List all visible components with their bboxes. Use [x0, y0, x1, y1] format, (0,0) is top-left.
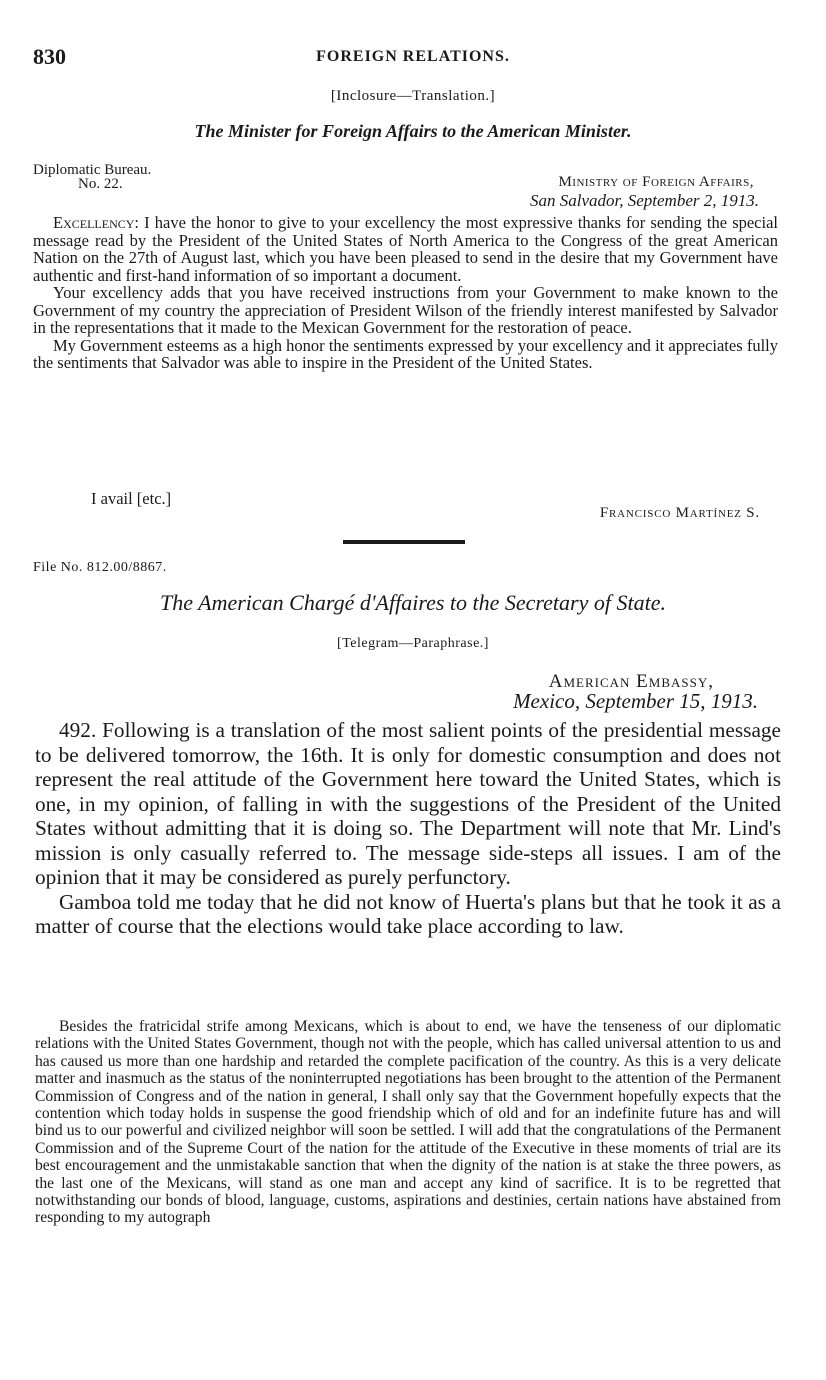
page-number: 830 — [33, 44, 66, 69]
letter2-paragraph: Gamboa told me today that he did not know of Huerta's plans but that he took it as a matter of course that the elections would take place according to law. — [35, 889, 781, 938]
inclosure-note: [Inclosure—Translation.] — [330, 88, 496, 104]
letter1-paragraph: Your excellency adds that you have received instructions from your Government to make known to the Government of my country the appreciation of President Wilson of the friendly interest manifested by Salvador in the representations that it made to the Mexican Government for the restoration of peace. — [33, 283, 778, 337]
letter2-place-date: Mexico, September 15, 1913. — [513, 689, 758, 713]
letter1-paragraph: My Government esteems as a high honor the sentiments expressed by your excellency and it appreciates fully the sentiments that Salvador was able to inspire in the President of the United States. — [33, 335, 778, 372]
section-divider — [343, 540, 465, 544]
quoted-paragraph: Besides the fratricidal strife among Mexicans, which is about to end, we have the tenseness of our diplomatic relations with the United States Government, though not with the people, which has called universal attention to us and has caused us more than one hardship and retarded the complete pacification of the country. As this is a very delicate matter and inasmuch as the status of the noninterrupted negotiations has been brought to the attention of the Permanent Commission of Congress and of the nation in general, I shall only say that the Government hopefully expects that the contention which today holds in suspense the good friendship which of old and for an indefinite future has and will bind us to our powerful and civilized neighbor will soon be settled. I will add that the congratulations of the Permanent Commission and of the Supreme Court of the nation for the attitude of the Executive in these moments of trial are its best encouragement and the unmistakable sanction that when the dignity of the nation is at stake the three powers, as the last one of the Mexicans, will stand as one man and accept any kind of sacrifice. It is to be regretted that notwithstanding our bonds of blood, language, customs, aspirations and destinies, certain nations have abstained from responding to my autograph — [35, 1018, 781, 1227]
letter1-paragraph: Excellency: I have the honor to give to your excellency the most expressive thanks for sending the special message read by the President of the United States of North America to the Congress of the great American Nation on the 27th of August last, which you have been pleased to send in the desire that my Government have authentic and first-hand information of so important a document. — [33, 213, 779, 285]
telegram-note: [Telegram—Paraphrase.] — [337, 636, 489, 651]
ministry-heading: Ministry of Foreign Affairs, — [558, 174, 754, 190]
bureau-number: No. 22. — [78, 176, 123, 192]
quoted-message — [35, 1018, 781, 1227]
salutation: Excellency: — [53, 213, 139, 232]
letter1-body — [33, 214, 778, 372]
letter2-title: The American Chargé d'Affaires to the Secretary of State. — [160, 590, 666, 615]
letter1-title: The Minister for Foreign Affairs to the American Minister. — [194, 121, 632, 141]
letter1-place-date: San Salvador, September 2, 1913. — [529, 191, 759, 210]
running-head: FOREIGN RELATIONS. — [316, 48, 510, 65]
letter2-paragraph: 492. Following is a translation of the most salient points of the presidential message to be delivered tomorrow, the 16th. It is only for domestic consumption and does not represent the real attitude of the Government here toward the United States, which is one, in my opinion, of falling in with the suggestions of the President of the United States without admitting that it is doing so. The Department will note that Mr. Lind's mission is only casually referred to. The message side-steps all issues. I am of the opinion that it may be considered as purely perfunctory. — [35, 718, 781, 889]
letter2-body — [35, 718, 781, 939]
embassy-heading: American Embassy, — [548, 671, 714, 692]
signature: Francisco Martínez S. — [599, 505, 760, 521]
file-number: File No. 812.00/8867. — [33, 560, 167, 575]
diplomatic-bureau: Diplomatic Bureau. — [33, 162, 152, 178]
letter1-closing: I avail [etc.] — [91, 489, 172, 508]
